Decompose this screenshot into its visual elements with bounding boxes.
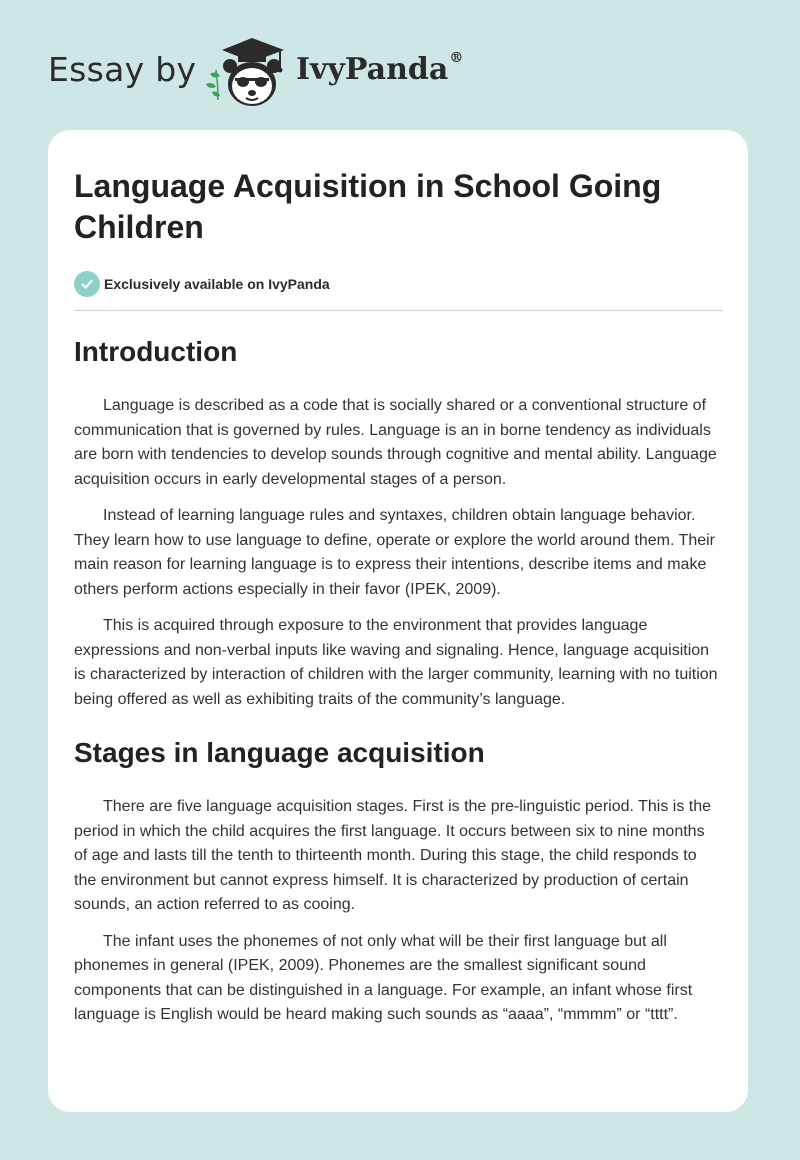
ivypanda-logo-icon[interactable] <box>200 34 290 110</box>
essay-title: Language Acquisition in School Going Children <box>74 168 662 245</box>
site-header <box>0 0 800 130</box>
brand-name[interactable] <box>296 52 463 87</box>
essay-card <box>48 130 748 1112</box>
badge-label: Exclusively available on IvyPanda <box>104 276 330 292</box>
check-icon <box>74 271 100 297</box>
title-divider <box>74 310 723 311</box>
paragraph: Instead of learning language rules and syntaxes, children obtain language behavior. They learn how to use language to define, operate or explore the world around them. Their main reason for learning language is to express their intentions, describe items and make others perform actions especially in their favor (IPEK, 2009). <box>74 507 715 598</box>
paragraph: There are five language acquisition stages. First is the pre-linguistic period. This is the period in which the child acquires the first language. It occurs between six to nine months of age and lasts till the tenth to thirteenth month. During this stage, the child responds to the environment but cannot express himself. It is characterized by production of certain sounds, an action referred to as cooing. <box>74 798 712 913</box>
paragraph: The infant uses the phonemes of not only what will be their first language but all phonemes in general (IPEK, 2009). Phonemes are the smallest significant sound components that can be distinguished in a language. For example, an infant whose first language is English would be heard making such sounds as “aaaa”, “mmmm” or “tttt”. <box>74 932 693 1023</box>
registered-mark: ® <box>449 50 464 66</box>
essay-by-label: Essay by <box>48 50 197 89</box>
paragraph: Language is described as a code that is socially shared or a conventional structure of communication that is governed by rules. Language is an in borne tendency as individuals are born with tendencies to develop sounds through cognitive and mental ability. Language acquisition occurs in early developmental stages of a person. <box>74 397 717 488</box>
exclusive-badge <box>74 270 722 298</box>
section-heading-stages: Stages in language acquisition <box>74 737 485 768</box>
paragraph: This is acquired through exposure to the environment that provides language expressions and non-verbal inputs like waving and signaling. Hence, language acquisition is characterized by interaction of children with the larger community, learning with no tuition being offered as well as exhibiting traits of the community’s language. <box>74 617 718 708</box>
brand-text: IvyPanda <box>296 52 449 87</box>
section-heading-introduction: Introduction <box>74 336 238 367</box>
